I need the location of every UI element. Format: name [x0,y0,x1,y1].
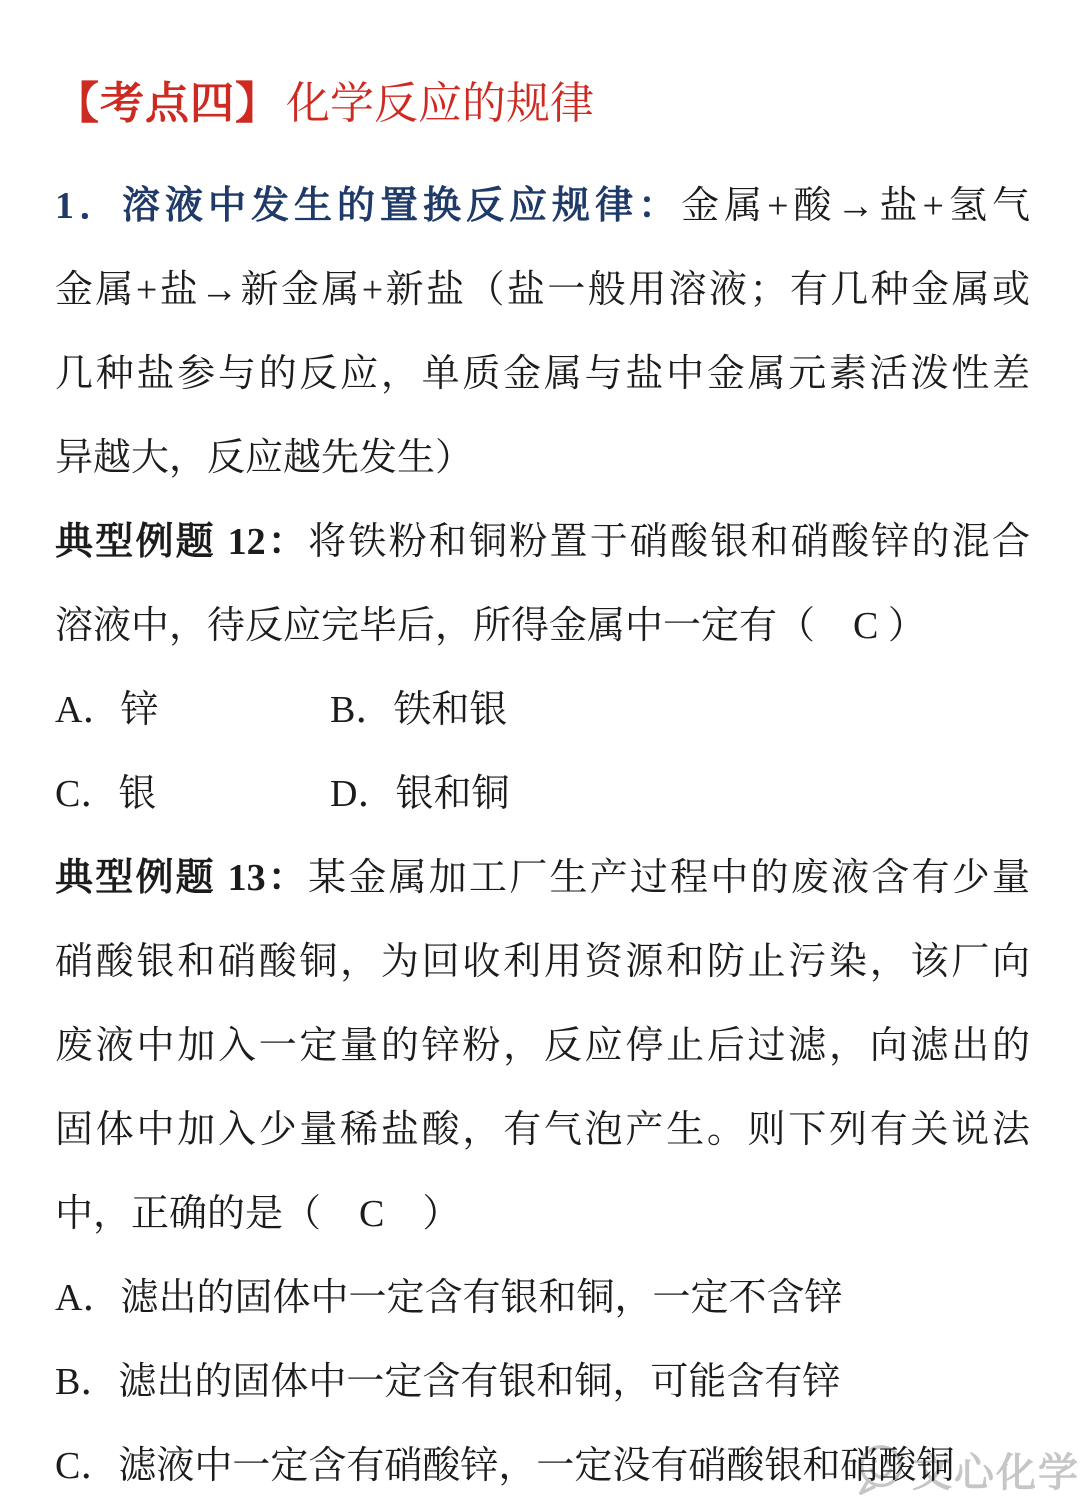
q13-stem-line-4: 固体中加入少量稀盐酸，有气泡产生。则下列有关说法 [55,1109,1030,1151]
q13-stem-1-text: 某金属加工厂生产过程中的废液含有少量 [308,857,1030,899]
section-heading [55,72,1030,164]
heading-bracket-tag: 【考点四】 [55,79,280,128]
q12-option-a: A．锌 [55,689,159,731]
q12-options-row-ab [55,668,1030,752]
heading-title: 化学反应的规律 [286,79,594,128]
rule-line-1-rest: 金属+酸→盐+氢气 [681,185,1030,227]
rule-line-3: 几种盐参与的反应，单质金属与盐中金属元素活泼性差 [55,353,1030,395]
rule-line-1 [55,164,1030,248]
q13-option-a: A．滤出的固体中一定含有银和铜，一定不含锌 [55,1277,843,1319]
q13-stem-line-3: 废液中加入一定量的锌粉，反应停止后过滤，向滤出的 [55,1025,1030,1067]
q13-stem-line-1 [55,836,1030,920]
q13-stem-line-2: 硝酸银和硝酸铜，为回收利用资源和防止污染，该厂向 [55,941,1030,983]
rule-line-4: 异越大，反应越先发生） [55,437,474,479]
rule-line-2: 金属+盐→新金属+新盐（盐一般用溶液；有几种金属或 [55,269,1030,311]
rule-lead-text: 1．溶液中发生的置换反应规律： [55,185,682,227]
q13-option-c: C．滤液中一定含有硝酸锌，一定没有硝酸银和硝酸铜 [55,1445,955,1487]
watermark-text: 文心化学 [912,1449,1080,1495]
q12-label: 典型例题 12： [55,521,309,563]
q12-option-c: C．银 [55,773,157,815]
q12-stem-1-text: 将铁粉和铜粉置于硝酸银和硝酸锌的混合 [308,521,1030,563]
q12-stem-line-2: 溶液中，待反应完毕后，所得金属中一定有（ C ） [55,605,926,647]
q13-label: 典型例题 13： [55,857,309,899]
q13-option-b: B．滤出的固体中一定含有银和铜，可能含有锌 [55,1361,841,1403]
q13-stem-line-5: 中，正确的是（ C ） [55,1193,461,1235]
q12-option-d: D．银和铜 [330,773,510,815]
q12-stem-line-1 [55,500,1030,584]
q12-option-b: B．铁和银 [330,689,508,731]
q12-options-row-cd [55,752,1030,836]
